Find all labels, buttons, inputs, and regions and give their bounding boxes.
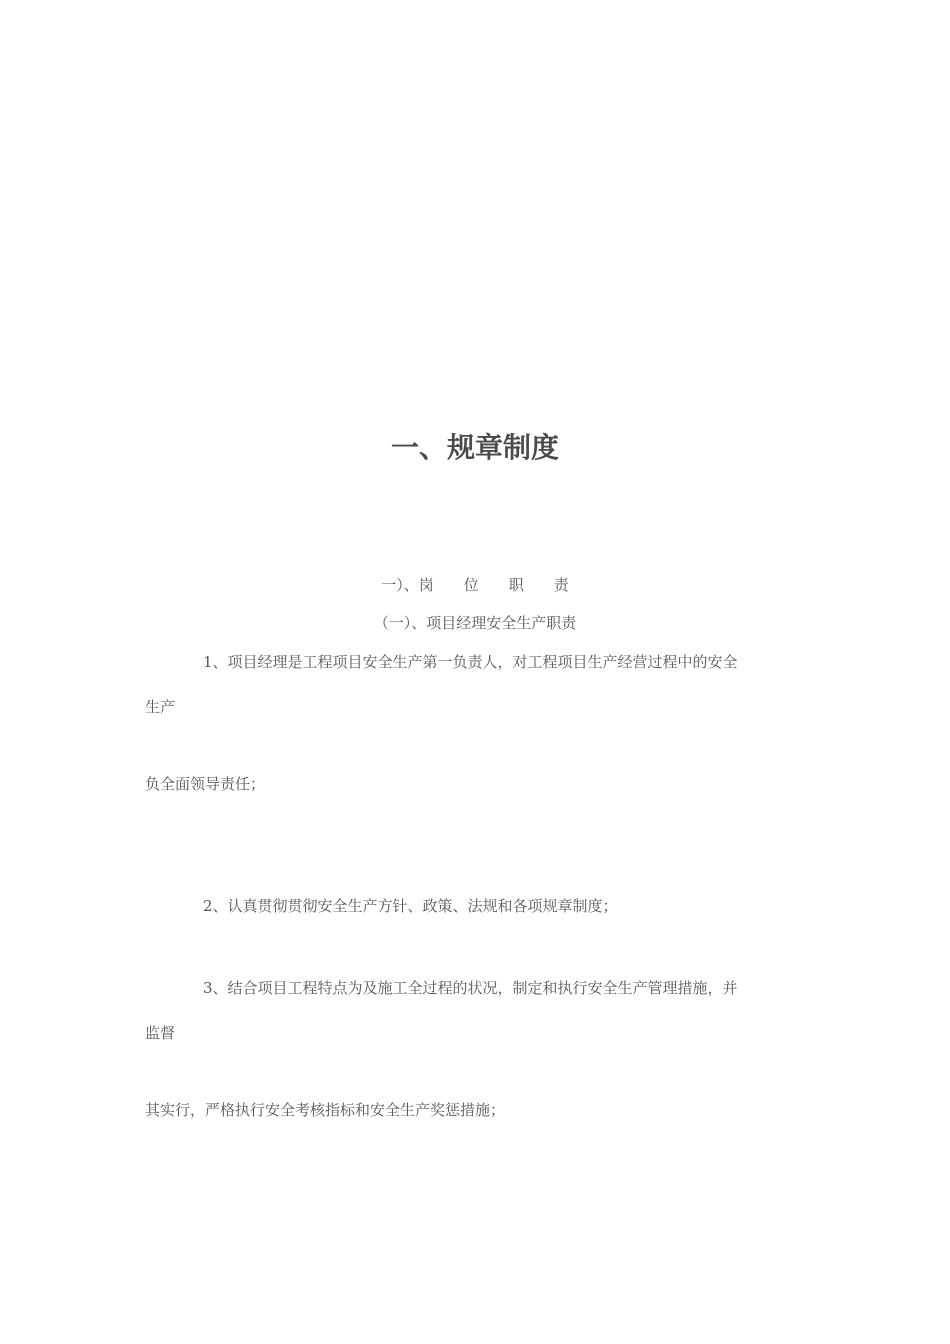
paragraph-line-2: 生产 <box>145 698 176 716</box>
section-heading: 一）、岗 位 职 责 <box>381 576 569 594</box>
document-title: 一、规章制度 <box>390 431 559 464</box>
paragraph-line-6: 监督 <box>145 1024 176 1042</box>
subsection-heading: （一）、项目经理安全生产职责 <box>373 614 577 632</box>
paragraph-line-1: 1、项目经理是工程项目安全生产第一负责人，对工程项目生产经营过程中的安全 <box>203 653 738 671</box>
paragraph-line-3: 负全面领导责任； <box>145 775 266 793</box>
paragraph-line-7: 其实行，严格执行安全考核指标和安全生产奖惩措施； <box>145 1101 506 1119</box>
paragraph-line-4: 2、认真贯彻贯彻安全生产方针、政策、法规和各项规章制度； <box>203 897 618 915</box>
paragraph-line-5: 3、结合项目工程特点为及施工全过程的状况，制定和执行安全生产管理措施，并 <box>203 979 738 997</box>
